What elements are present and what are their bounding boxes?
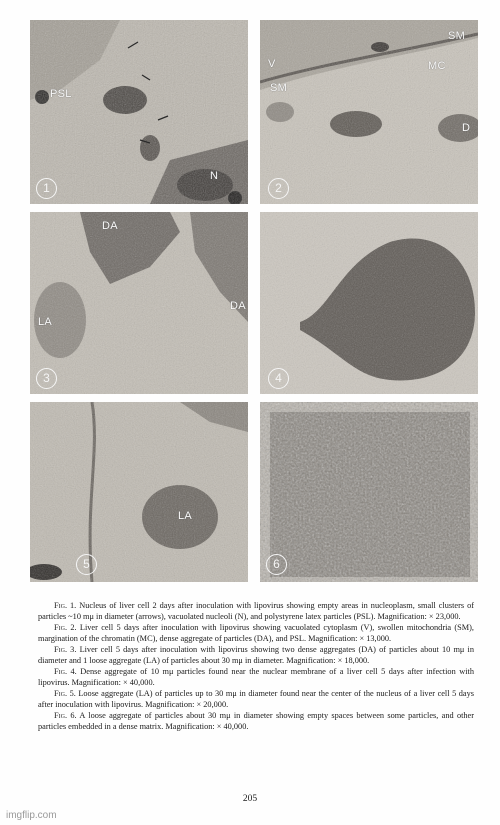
caption-lead: Fig. 5. <box>54 689 76 698</box>
caption-lead: Fig. 6. <box>54 711 77 720</box>
panel-1-label-psl: PSL <box>50 88 72 100</box>
caption-lead: Fig. 2. <box>54 623 77 632</box>
caption-lead: Fig. 4. <box>54 667 77 676</box>
caption-text: Liver cell 5 days after inoculation with lipovirus showing vacuolated cytoplasm (V), swollen mitochondria (SM), margination of the chromatin (MC), dense aggregate of particles (DA), and PSL. Magnification: × 13,000. <box>38 623 474 643</box>
micrograph-6 <box>260 402 478 582</box>
caption-fig-6 <box>38 710 474 732</box>
panel-3-label-da-right: DA <box>230 300 246 312</box>
micrograph-3 <box>30 212 248 394</box>
caption-fig-5 <box>38 688 474 710</box>
panel-5-number: 5 <box>76 554 97 575</box>
panel-2-label-mc: MC <box>428 60 446 72</box>
figure-captions <box>38 600 474 732</box>
figure-panel-6 <box>260 402 478 582</box>
panel-6-number: 6 <box>266 554 287 575</box>
caption-lead: Fig. 3. <box>54 645 77 654</box>
caption-lead: Fig. 1. <box>54 601 77 610</box>
page-number: 205 <box>242 794 258 804</box>
micrograph-4 <box>260 212 478 394</box>
panel-5-label-la: LA <box>178 510 193 522</box>
panel-3-number: 3 <box>36 368 57 389</box>
caption-text: Liver cell 5 days after inoculation with lipovirus showing two dense aggregates (DA) of particles about 10 mμ in diameter and 1 loose aggregate (LA) of particles about 30 mμ in diameter. Magnification: × 18,000. <box>38 645 474 665</box>
panel-2-label-sm-right: SM <box>448 30 466 42</box>
figure-panel-1 <box>30 20 248 204</box>
figure-panel-5 <box>30 402 248 582</box>
caption-fig-2 <box>38 622 474 644</box>
panel-4-number: 4 <box>268 368 289 389</box>
figure-panel-2 <box>260 20 478 204</box>
figure-panel-4 <box>260 212 478 394</box>
panel-1-number: 1 <box>36 178 57 199</box>
caption-text: Dense aggregate of 10 mμ particles found near the nuclear membrane of a liver cell 5 days after infection with lipovirus. Magnification: × 40,000. <box>38 667 474 687</box>
panel-1-label-n: N <box>210 170 219 182</box>
panel-3-label-da-top: DA <box>102 220 118 232</box>
caption-fig-3 <box>38 644 474 666</box>
caption-text: A loose aggregate of particles about 30 mμ in diameter showing empty spaces between some particles, and other particles embedded in a dense matrix. Magnification: × 40,000. <box>38 711 474 731</box>
caption-fig-1 <box>38 600 474 622</box>
caption-text: Loose aggregate (LA) of particles up to 30 mμ in diameter found near the center of the nucleus of a liver cell 5 days after inoculation with lipovirus. Magnification: × 20,000. <box>38 689 474 709</box>
panel-3-label-la: LA <box>38 316 53 328</box>
watermark: imgflip.com <box>6 810 57 821</box>
panel-2-label-v: V <box>268 58 276 70</box>
panel-2-label-sm-left: SM <box>270 82 288 94</box>
caption-fig-4 <box>38 666 474 688</box>
panel-2-number: 2 <box>268 178 289 199</box>
micrograph-5 <box>30 402 248 582</box>
panel-2-label-d: D <box>462 122 471 134</box>
figure-panel-3 <box>30 212 248 394</box>
caption-text: Nucleus of liver cell 2 days after inoculation with lipovirus showing empty areas in nucleoplasm, small clusters of particles ~10 mμ in diameter (arrows), vacuolated nucleoli (N), and polystyrene latex particles (PSL). Magnification: × 23,000. <box>38 601 474 621</box>
micrograph-2 <box>260 20 478 204</box>
